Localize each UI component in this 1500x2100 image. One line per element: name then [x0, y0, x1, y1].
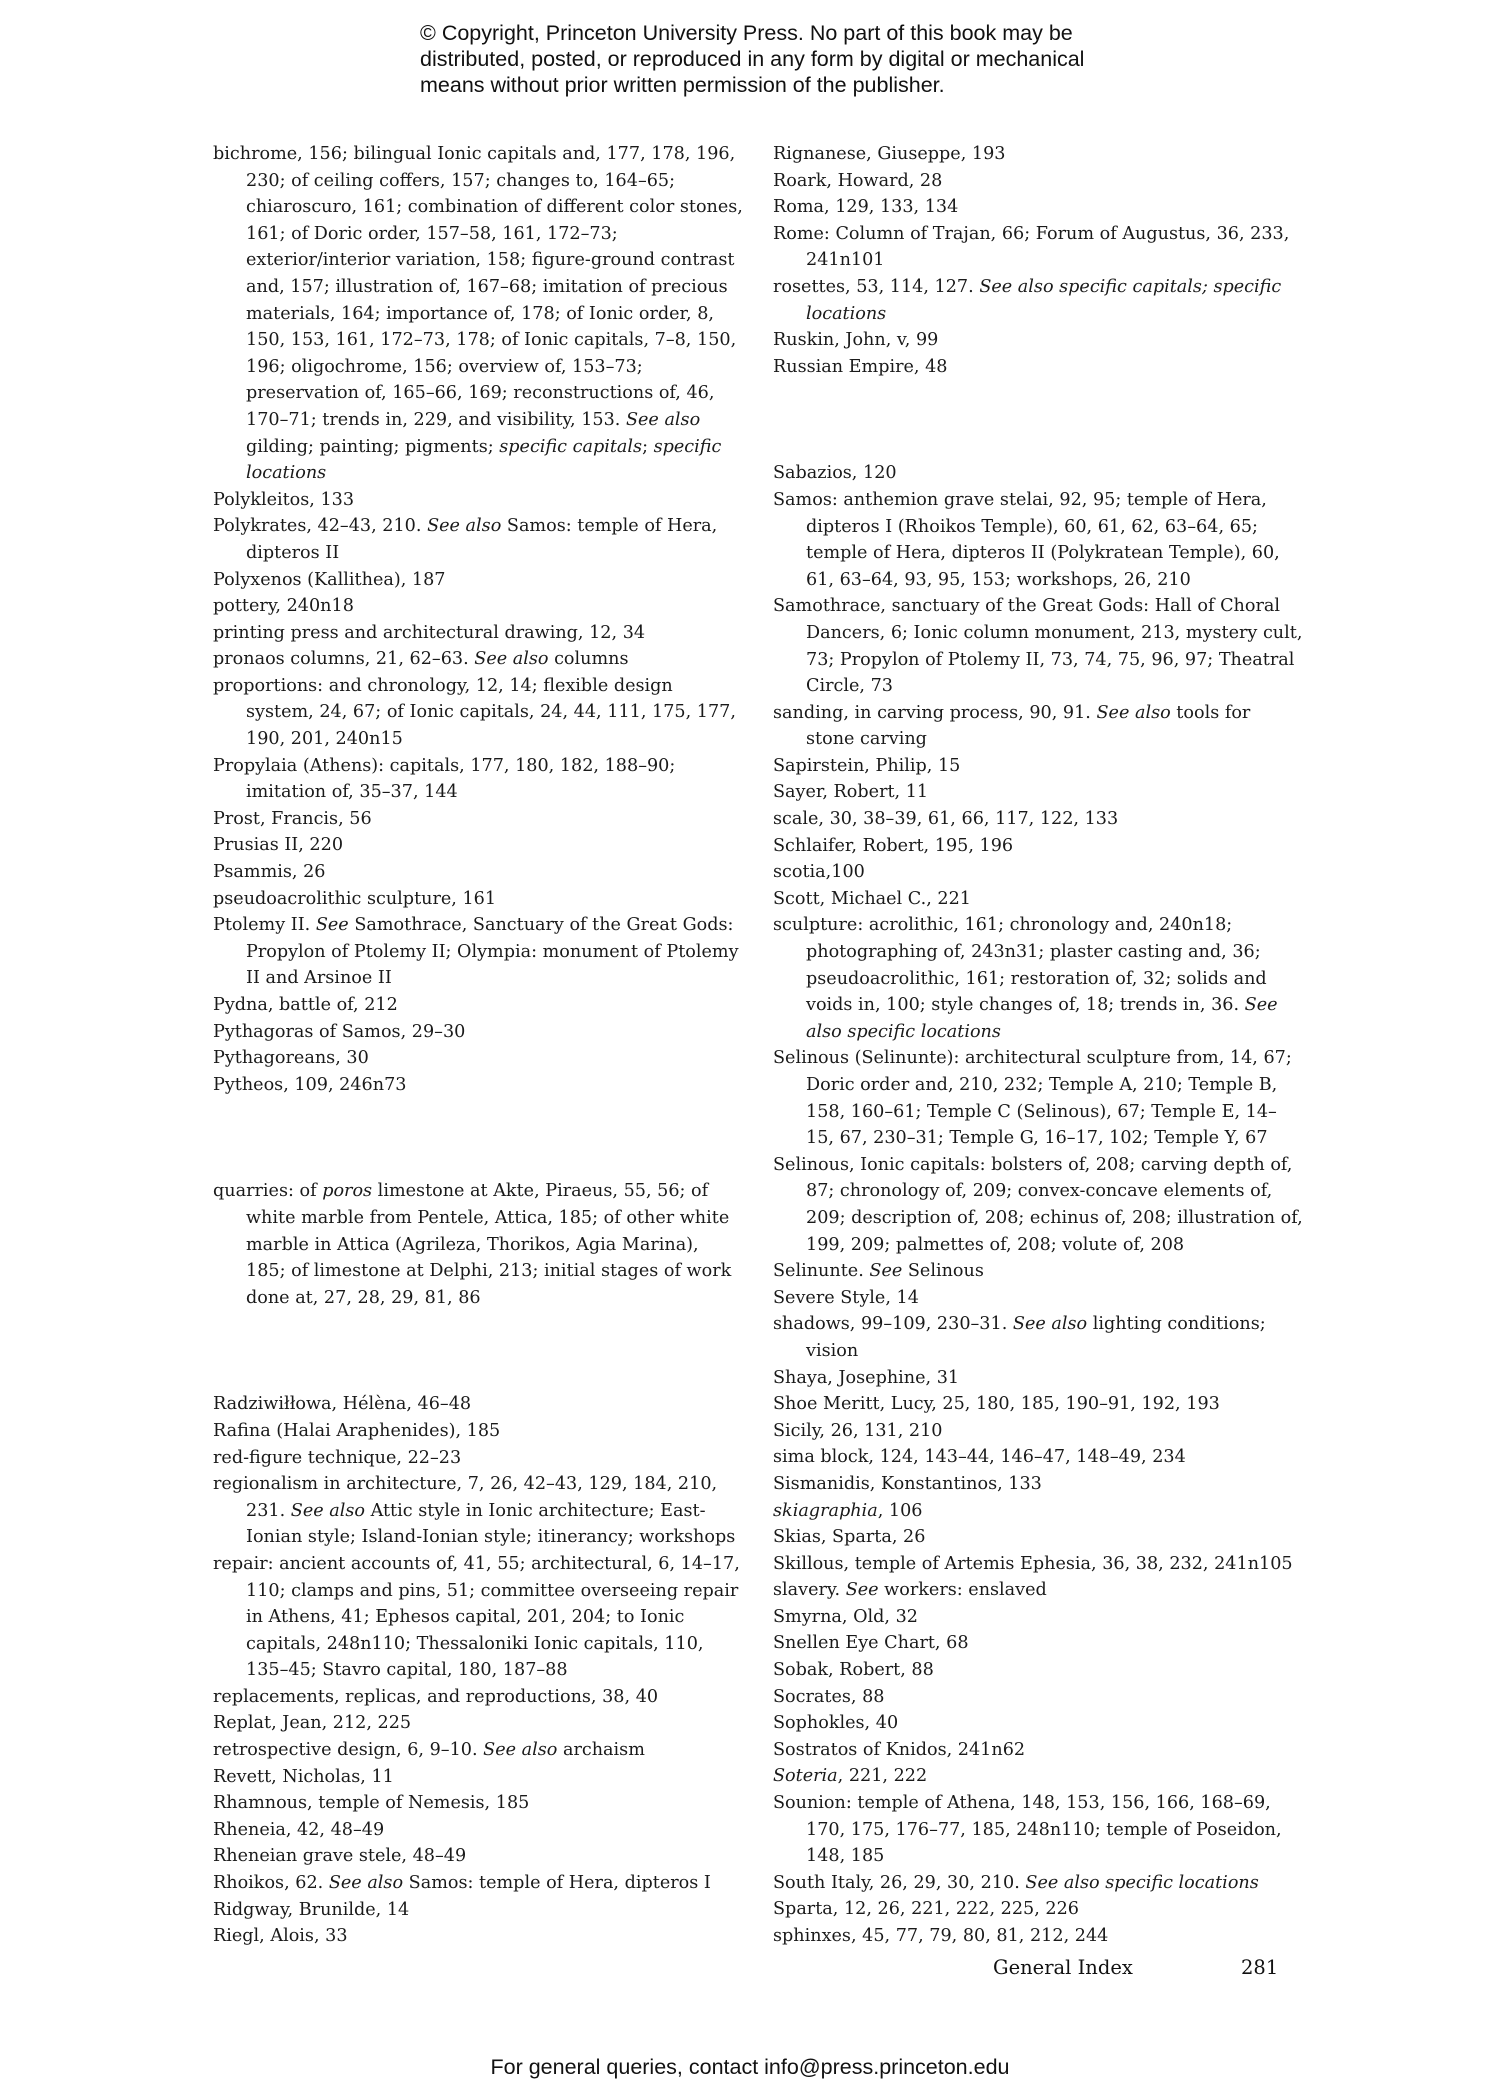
index-entry: Ruskin, John, v, 99: [773, 330, 939, 351]
index-entry: Pydna, battle of, 212: [213, 995, 398, 1015]
index-entry: Sicily, 26, 131, 210: [773, 1420, 943, 1441]
index-entry: Sobak, Robert, 88: [773, 1660, 934, 1681]
index-entry: Rhoikos, 62. See also Samos: temple of Hera, dipteros I: [213, 1873, 711, 1894]
index-entry: regionalism in architecture, 7, 26, 42–43, 129, 184, 210, 231. See also Attic style in Ionic architecture; East-Ionian style; Island-Ionian style; itinerancy; workshops: [213, 1474, 736, 1548]
copyright-line: © Copyright, Princeton University Press. No part of this book may be: [420, 21, 1073, 45]
index-column-right: [773, 141, 1303, 1950]
index-entry: Sparta, 12, 26, 221, 222, 225, 226: [773, 1899, 1079, 1920]
index-entry: Replat, Jean, 212, 225: [213, 1713, 412, 1734]
index-entry: sima block, 124, 143–44, 146–47, 148–49, 234: [773, 1447, 1186, 1468]
index-entry: Propylaia (Athens): capitals, 177, 180, 182, 188–90; imitation of, 35–37, 144: [213, 755, 676, 803]
index-entry: Revett, Nicholas, 11: [213, 1766, 394, 1787]
index-entry: Shaya, Josephine, 31: [773, 1367, 960, 1388]
index-entry: Russian Empire, 48: [773, 356, 948, 377]
index-entry: Sounion: temple of Athena, 148, 153, 156, 166, 168–69, 170, 175, 176–77, 185, 248n110; temple of Poseidon, 148, 185: [773, 1793, 1282, 1867]
index-entry: Polykleitos, 133: [213, 489, 355, 510]
index-entry: Roma, 129, 133, 134: [773, 197, 959, 218]
index-entry: Sabazios, 120: [773, 463, 897, 484]
index-entry: Rheneia, 42, 48–49: [213, 1819, 385, 1840]
contact-line: For general queries, contact info@press.princeton.edu: [490, 2055, 1010, 2079]
index-column-left: [213, 141, 743, 1950]
section-gap: [213, 1311, 743, 1391]
copyright-line: distributed, posted, or reproduced in any form by digital or mechanical: [420, 47, 1085, 71]
section-gap: [213, 1098, 743, 1178]
index-entry: Riegl, Alois, 33: [213, 1926, 348, 1947]
index-entry: Rheneian grave stele, 48–49: [213, 1846, 467, 1867]
index-entry: Polyxenos (Kallithea), 187: [213, 569, 446, 590]
index-entry: South Italy, 26, 29, 30, 210. See also specific locations: [773, 1872, 1259, 1893]
index-entry: pottery, 240n18: [213, 596, 354, 617]
index-entry: Rafina (Halai Araphenides), 185: [213, 1420, 501, 1441]
index-entry: Scott, Michael C., 221: [773, 888, 971, 909]
index-entry: Snellen Eye Chart, 68: [773, 1633, 969, 1654]
index-entry: Samos: anthemion grave stelai, 92, 95; temple of Hera, dipteros I (Rhoikos Temple), 60, 61, 62, 63–64, 65; temple of Hera, dipteros II (Polykratean Temple), 60, 61, 63–64, 93, 95, 153; workshops, 26, 210: [773, 489, 1280, 590]
index-entry: Ridgway, Brunilde, 14: [213, 1899, 410, 1920]
index-entry: Sapirstein, Philip, 15: [773, 755, 961, 776]
index-entry: Selinous (Selinunte): architectural sculpture from, 14, 67; Doric order and, 210, 232; Temple A, 210; Temple B, 158, 160–61; Temple C (Selinous), 67; Temple E, 14–15, 67, 230–31; Temple G, 16–17, 102; Temple Y, 67: [773, 1048, 1292, 1149]
index-entry: Roark, Howard, 28: [773, 170, 943, 191]
index-entry: repair: ancient accounts of, 41, 55; architectural, 6, 14–17, 110; clamps and pins, 51; committee overseeing repair in Athens, 41; Ephesos capital, 201, 204; to Ionic capitals, 248n110; Thessaloniki Ionic capitals, 110, 135–45; Stavro capital, 180, 187–88: [213, 1553, 740, 1681]
index-entry: Severe Style, 14: [773, 1287, 919, 1308]
index-entry: Sismanidis, Konstantinos, 133: [773, 1473, 1042, 1494]
index-entry: pseudoacrolithic sculpture, 161: [213, 888, 497, 909]
index-entry: Pythagoreans, 30: [213, 1048, 369, 1069]
index-entry: Radziwiłłowa, Hélèna, 46–48: [213, 1394, 472, 1415]
index-entry: Schlaifer, Robert, 195, 196: [773, 835, 1014, 856]
index-entry: rosettes, 53, 114, 127. See also specific capitals; specific locations: [773, 276, 1282, 324]
index-entry: proportions: and chronology, 12, 14; flexible design system, 24, 67; of Ionic capitals, 24, 44, 111, 175, 177, 190, 201, 240n15: [213, 675, 736, 750]
index-entry: sculpture: acrolithic, 161; chronology and, 240n18; photographing of, 243n31; plaster casting and, 36; pseudoacrolithic, 161; restoration of, 32; solids and voids in, 100; style changes of, 18; trends in, 36. See also specific locations: [773, 915, 1278, 1042]
index-entry: Rhamnous, temple of Nemesis, 185: [213, 1793, 530, 1814]
index-entry: Skillous, temple of Artemis Ephesia, 36, 38, 232, 241n105: [773, 1553, 1293, 1574]
index-entry: Selinous, Ionic capitals: bolsters of, 208; carving depth of, 87; chronology of, 209; convex-concave elements of, 209; description of, 208; echinus of, 208; illustration of, 199, 209; palmettes of, 208; volute of, 208: [773, 1154, 1303, 1255]
index-entry: Selinunte. See Selinous: [773, 1261, 984, 1282]
index-entry: Samothrace, sanctuary of the Great Gods: Hall of Choral Dancers, 6; Ionic column monument, 213, mystery cult, 73; Propylon of Ptolemy II, 73, 74, 75, 96, 97; Theatral Circle, 73: [773, 596, 1303, 697]
index-entry: Prost, Francis, 56: [213, 808, 372, 829]
index-entry: Skias, Sparta, 26: [773, 1527, 926, 1548]
index-entry: Prusias II, 220: [213, 835, 344, 856]
index-entry: Soteria, 221, 222: [773, 1766, 928, 1787]
index-entry: Rignanese, Giuseppe, 193: [773, 144, 1006, 164]
index-entry: Rome: Column of Trajan, 66; Forum of Augustus, 36, 233, 241n101: [773, 223, 1290, 271]
index-entry: Sayer, Robert, 11: [773, 782, 929, 803]
index-entry: slavery. See workers: enslaved: [773, 1580, 1047, 1601]
page-number: 281: [1241, 1956, 1279, 1979]
section-gap: [773, 380, 1303, 460]
index-entry: scale, 30, 38–39, 61, 66, 117, 122, 133: [773, 809, 1119, 830]
index-entry: Pytheos, 109, 246n73: [213, 1074, 407, 1095]
index-entry: Psammis, 26: [213, 862, 326, 883]
index-entry: Polykrates, 42–43, 210. See also Samos: temple of Hera, dipteros II: [213, 516, 718, 563]
index-entry: pronaos columns, 21, 62–63. See also columns: [213, 649, 629, 670]
index-entry: Shoe Meritt, Lucy, 25, 180, 185, 190–91, 192, 193: [773, 1394, 1220, 1415]
index-entry: Ptolemy II. See Samothrace, Sanctuary of the Great Gods: Propylon of Ptolemy II; Olympia: monument of Ptolemy II and Arsinoe II: [213, 915, 739, 989]
index-entry: Smyrna, Old, 32: [773, 1606, 918, 1627]
running-footer-title: General Index: [993, 1956, 1133, 1979]
index-entry: Pythagoras of Samos, 29–30: [213, 1021, 466, 1042]
index-entry: Sostratos of Knidos, 241n62: [773, 1739, 1026, 1760]
index-entry: printing press and architectural drawing, 12, 34: [213, 622, 646, 643]
copyright-line: means without prior written permission of the publisher.: [420, 73, 945, 97]
index-entry: sanding, in carving process, 90, 91. See also tools for stone carving: [773, 702, 1251, 750]
index-entry: shadows, 99–109, 230–31. See also lighting conditions; vision: [773, 1314, 1266, 1361]
index-entry-continued: bichrome, 156; bilingual Ionic capitals and, 177, 178, 196, 230; of ceiling coffers, 157; changes to, 164–65; chiaroscuro, 161; combination of different color stones, 161; of Doric order, 157–58, 161, 172–73; exterior/interior variation, 158; figure-ground contrast and, 157; illustration of, 167–68; imitation of precious materials, 164; importance of, 178; of Ionic order, 8, 150, 153, 161, 172–73, 178; of Ionic capitals, 7–8, 150, 196; oligochrome, 156; overview of, 153–73; preservation of, 165–66, 169; reconstructions of, 46, 170–71; trends in, 229, and visibility, 153. See also gilding; painting; pigments; specific capitals; specific locations: [213, 144, 743, 484]
index-entry: quarries: of poros limestone at Akte, Piraeus, 55, 56; of white marble from Pentele, Attica, 185; of other white marble in Attica (Agrileza, Thorikos, Agia Marina), 185; of limestone at Delphi, 213; initial stages of work done at, 27, 28, 29, 81, 86: [213, 1181, 732, 1308]
index-entry: skiagraphia, 106: [773, 1500, 923, 1521]
index-entry: Socrates, 88: [773, 1686, 885, 1707]
index-entry: sphinxes, 45, 77, 79, 80, 81, 212, 244: [773, 1926, 1109, 1946]
copyright-notice: [420, 20, 1140, 98]
index-entry: red-figure technique, 22–23: [213, 1447, 462, 1468]
index-entry: Sophokles, 40: [773, 1713, 899, 1734]
index-entry: replacements, replicas, and reproductions, 38, 40: [213, 1686, 659, 1707]
index-entry: retrospective design, 6, 9–10. See also archaism: [213, 1740, 645, 1761]
index-entry: scotia,100: [773, 862, 865, 883]
